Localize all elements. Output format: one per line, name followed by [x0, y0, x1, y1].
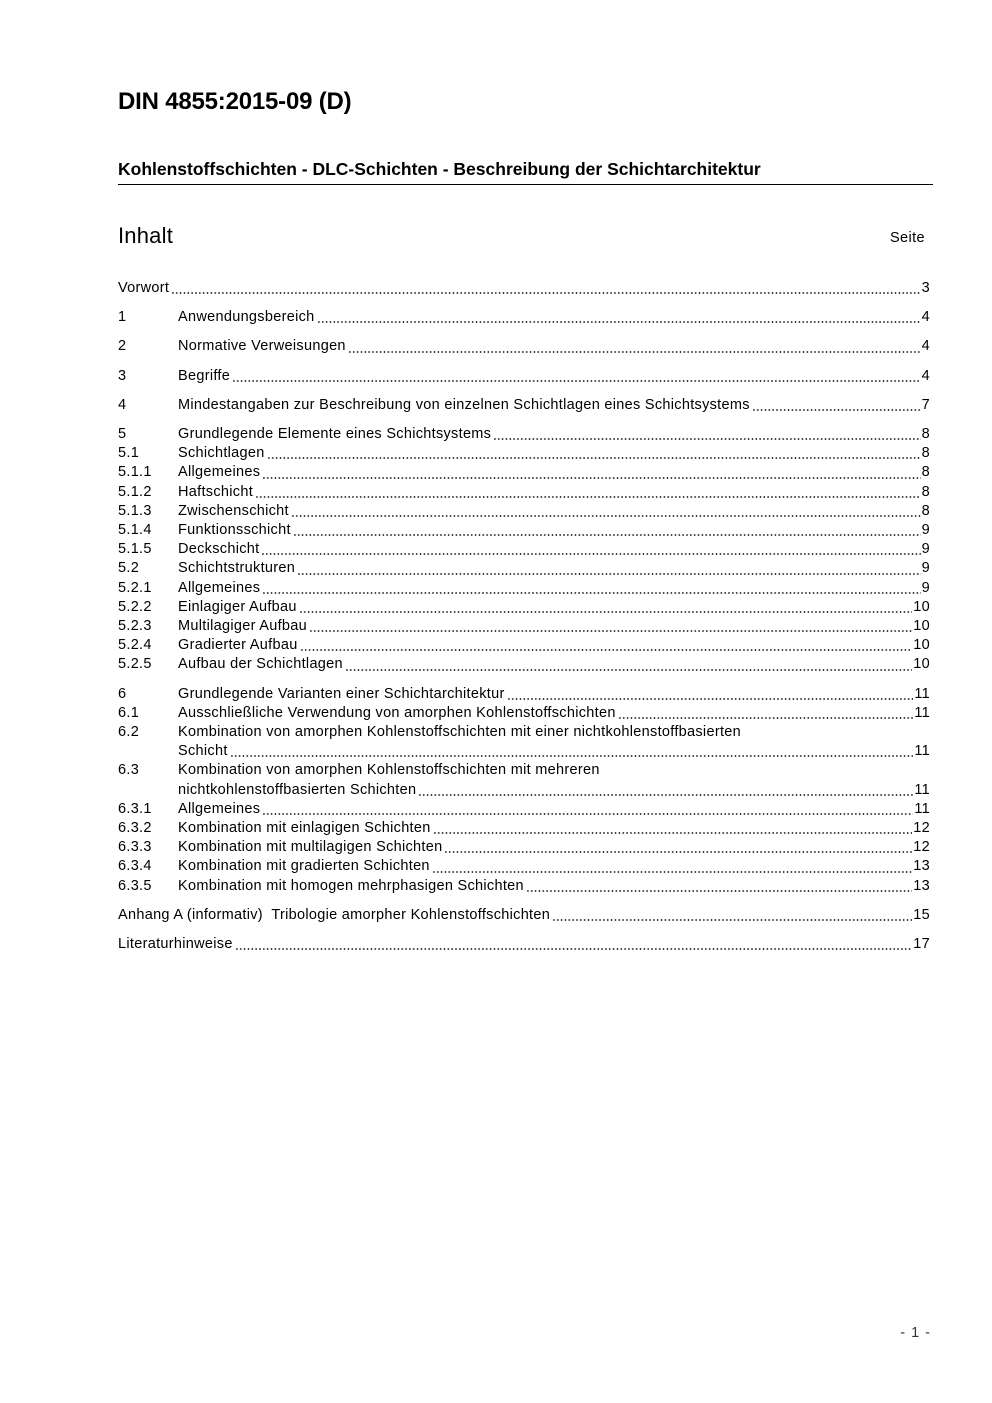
toc-entry-5-2-1[interactable]	[118, 579, 930, 598]
toc-entry-page: 13	[913, 858, 930, 875]
dot-leader	[300, 649, 913, 651]
dot-leader	[552, 919, 912, 921]
toc-entry-4[interactable]	[118, 396, 930, 415]
toc-entry-page: 7	[921, 396, 930, 413]
toc-entry-vorwort[interactable]	[118, 279, 930, 298]
toc-entry-5-1-1[interactable]	[118, 463, 930, 482]
toc-entry-number: 6.1	[118, 704, 140, 721]
toc-entry-title: Allgemeines	[178, 800, 261, 817]
toc-entry-number: 5.1	[118, 445, 140, 462]
dot-leader	[418, 794, 913, 796]
toc-entry-page: 10	[913, 637, 930, 654]
toc-entry-number: 1	[118, 309, 127, 326]
toc-entry-title: Deckschicht	[178, 541, 260, 558]
toc-entry-page: 10	[913, 656, 930, 673]
toc-entry-page: 8	[921, 502, 930, 519]
toc-entry-title: Funktionsschicht	[178, 522, 291, 539]
toc-entry-page: 9	[921, 560, 930, 577]
toc-entry-number: 5.2.1	[118, 579, 152, 596]
dot-leader	[299, 611, 912, 613]
toc-entry-title: Multilagiger Aufbau	[178, 618, 308, 635]
document-subtitle: Kohlenstoffschichten - DLC-Schichten - Beschreibung der Schichtarchitektur	[118, 159, 933, 185]
toc-entry-page: 11	[914, 685, 930, 702]
dot-leader	[348, 351, 921, 353]
toc-entry-number: 5.2	[118, 560, 140, 577]
toc-entry-number: 6	[118, 685, 127, 702]
toc-entry-title: Vorwort	[118, 280, 170, 296]
toc-entry-number: 6.2	[118, 724, 140, 741]
toc-entry-page: 4	[921, 338, 930, 355]
toc-entry-3[interactable]	[118, 367, 930, 386]
dot-leader	[262, 592, 920, 594]
toc-entry-number: 5.2.5	[118, 656, 152, 673]
toc-entry-number: 5.1.2	[118, 483, 152, 500]
toc-entry-page: 12	[913, 839, 930, 856]
toc-entry-1[interactable]	[118, 308, 930, 327]
toc-entry-number: 3	[118, 367, 127, 384]
toc-entry-title: Anhang A (informativ) Tribologie amorpher Kohlenstoffschichten	[118, 906, 551, 923]
toc-entry-page: 8	[921, 483, 930, 500]
toc-entry-page: 11	[914, 800, 930, 817]
toc-entry-page: 8	[921, 464, 930, 481]
toc-entry-title: Aufbau der Schichtlagen	[178, 656, 343, 673]
toc-entry-6-3[interactable]	[118, 761, 930, 799]
toc-entry-6-3-1[interactable]	[118, 800, 930, 819]
toc-entry-2[interactable]	[118, 337, 930, 356]
toc-entry-title: Haftschicht	[178, 483, 254, 500]
toc-entry-5-1-3[interactable]	[118, 502, 930, 521]
toc-entry-5-1[interactable]	[118, 444, 930, 463]
dot-leader	[433, 832, 913, 834]
toc-entry-page: 12	[913, 820, 930, 837]
dot-leader	[444, 851, 912, 853]
toc-entry-number: 5	[118, 426, 127, 443]
toc-entry-number: 4	[118, 396, 127, 413]
toc-entry-page: 4	[921, 367, 930, 384]
toc-entry-6-3-5[interactable]	[118, 877, 930, 896]
toc-entry-anhang-a[interactable]	[118, 906, 930, 925]
dot-leader	[171, 292, 920, 294]
toc-entry-5-2-3[interactable]	[118, 617, 930, 636]
dot-leader	[291, 515, 921, 517]
dot-leader	[309, 630, 912, 632]
toc-entry-page: 10	[913, 618, 930, 635]
dot-leader	[261, 553, 920, 555]
toc-entry-title: Allgemeines	[178, 464, 261, 481]
toc-entry-page: 8	[921, 445, 930, 462]
toc-entry-title: Normative Verweisungen	[178, 338, 346, 355]
toc-entry-5-2-2[interactable]	[118, 598, 930, 617]
dot-leader	[297, 573, 921, 575]
toc-entry-page: 9	[921, 522, 930, 539]
toc-entry-page: 9	[921, 541, 930, 558]
toc-entry-6-3-2[interactable]	[118, 819, 930, 838]
toc-entry-number: 6.3.2	[118, 820, 152, 837]
toc-entry-number: 5.1.1	[118, 464, 152, 481]
dot-leader	[232, 380, 921, 382]
dot-leader	[618, 717, 914, 719]
dot-leader	[752, 409, 921, 411]
toc-entry-6-3-4[interactable]	[118, 857, 930, 876]
toc-entry-title: Anwendungsbereich	[178, 309, 315, 326]
dot-leader	[230, 755, 914, 757]
toc-entry-number: 5.2.3	[118, 618, 152, 635]
dot-leader	[267, 457, 921, 459]
toc-entry-title: Kombination mit homogen mehrphasigen Schichten	[178, 877, 524, 894]
toc-entry-6-1[interactable]	[118, 704, 930, 723]
toc-entry-6-3-3[interactable]	[118, 838, 930, 857]
document-title: DIN 4855:2015-09 (D)	[118, 88, 352, 115]
toc-entry-6-2[interactable]	[118, 723, 930, 761]
toc-entry-number: 6.3.5	[118, 877, 152, 894]
dot-leader	[432, 871, 912, 873]
dot-leader	[262, 477, 920, 479]
dot-leader	[317, 321, 921, 323]
toc-entry-title: Kombination mit gradierten Schichten	[178, 858, 430, 875]
toc-entry-title: Schichtlagen	[178, 445, 265, 462]
toc-heading: Inhalt	[118, 223, 174, 248]
toc-entry-page: 10	[913, 598, 930, 615]
toc-entry-page: 11	[914, 704, 930, 721]
toc-entry-title: Einlagiger Aufbau	[178, 598, 297, 615]
toc-entry-5-2[interactable]	[118, 559, 930, 578]
toc-entry-page: 4	[921, 309, 930, 326]
toc-entry-title: Allgemeines	[178, 579, 261, 596]
toc-entry-5-2-4[interactable]	[118, 636, 930, 655]
toc-entry-5-1-5[interactable]	[118, 540, 930, 559]
dot-leader	[235, 948, 913, 950]
toc-entry-title: Ausschließliche Verwendung von amorphen Kohlenstoffschichten	[178, 704, 616, 721]
toc-entry-5-1-2[interactable]	[118, 483, 930, 502]
toc-entry-title: Gradierter Aufbau	[178, 637, 298, 654]
toc-entry-title: Kombination mit multilagigen Schichten	[178, 839, 443, 856]
toc-entry-page: 9	[921, 579, 930, 596]
toc-entry-title-line1: Kombination von amorphen Kohlenstoffschichten mit einer nichtkohlenstoffbasierten	[178, 724, 742, 741]
toc-entry-5[interactable]	[118, 425, 930, 444]
dot-leader	[507, 698, 914, 700]
dot-leader	[526, 890, 912, 892]
toc-entry-5-1-4[interactable]	[118, 521, 930, 540]
toc-entry-title: Schichtstrukturen	[178, 560, 296, 577]
toc-entry-title: Kombination mit einlagigen Schichten	[178, 820, 431, 837]
dot-leader	[345, 669, 912, 671]
toc-page-label: Seite	[889, 230, 925, 246]
toc-entry-number: 6.3.3	[118, 839, 152, 856]
toc-entry-title: Grundlegende Elemente eines Schichtsystems	[178, 426, 492, 443]
toc-entry-number: 5.1.3	[118, 502, 152, 519]
toc-entry-page: 13	[913, 877, 930, 894]
dot-leader	[262, 813, 913, 815]
toc-entry-title-line1: Kombination von amorphen Kohlenstoffschichten mit mehreren	[178, 762, 600, 779]
toc-entry-5-2-5[interactable]	[118, 655, 930, 674]
toc-entry-page: 3	[921, 280, 930, 296]
toc-entry-number: 6.3.1	[118, 800, 152, 817]
toc-entry-title: Literaturhinweise	[118, 936, 233, 953]
toc-entry-page: 11	[914, 781, 930, 798]
toc-entry-number: 5.1.5	[118, 541, 152, 558]
toc-entry-page: 17	[913, 936, 930, 953]
toc-entry-page: 15	[913, 906, 930, 923]
toc-entry-number: 5.2.2	[118, 598, 152, 615]
toc-entry-title: Mindestangaben zur Beschreibung von einzelnen Schichtlagen eines Schichtsystems	[178, 396, 750, 413]
toc-entry-page: 11	[914, 743, 930, 760]
toc-entry-title-line2: Schicht	[178, 743, 228, 760]
dot-leader	[493, 438, 920, 440]
toc-entry-literaturhinweise[interactable]	[118, 935, 930, 954]
toc-entry-number: 6.3.4	[118, 858, 152, 875]
toc-entry-page: 8	[921, 426, 930, 443]
toc-entry-title: Zwischenschicht	[178, 502, 289, 519]
toc-entry-title: Grundlegende Varianten einer Schichtarchitektur	[178, 685, 505, 702]
table-of-contents	[118, 279, 930, 954]
toc-entry-number: 5.2.4	[118, 637, 152, 654]
dot-leader	[293, 534, 921, 536]
page-number: - 1 -	[900, 1325, 931, 1341]
toc-entry-number: 6.3	[118, 762, 140, 779]
toc-entry-title: Begriffe	[178, 367, 231, 384]
toc-entry-number: 2	[118, 338, 127, 355]
toc-entry-6[interactable]	[118, 685, 930, 704]
toc-entry-number: 5.1.4	[118, 522, 152, 539]
dot-leader	[255, 496, 921, 498]
toc-entry-title-line2: nichtkohlenstoffbasierten Schichten	[178, 781, 417, 798]
